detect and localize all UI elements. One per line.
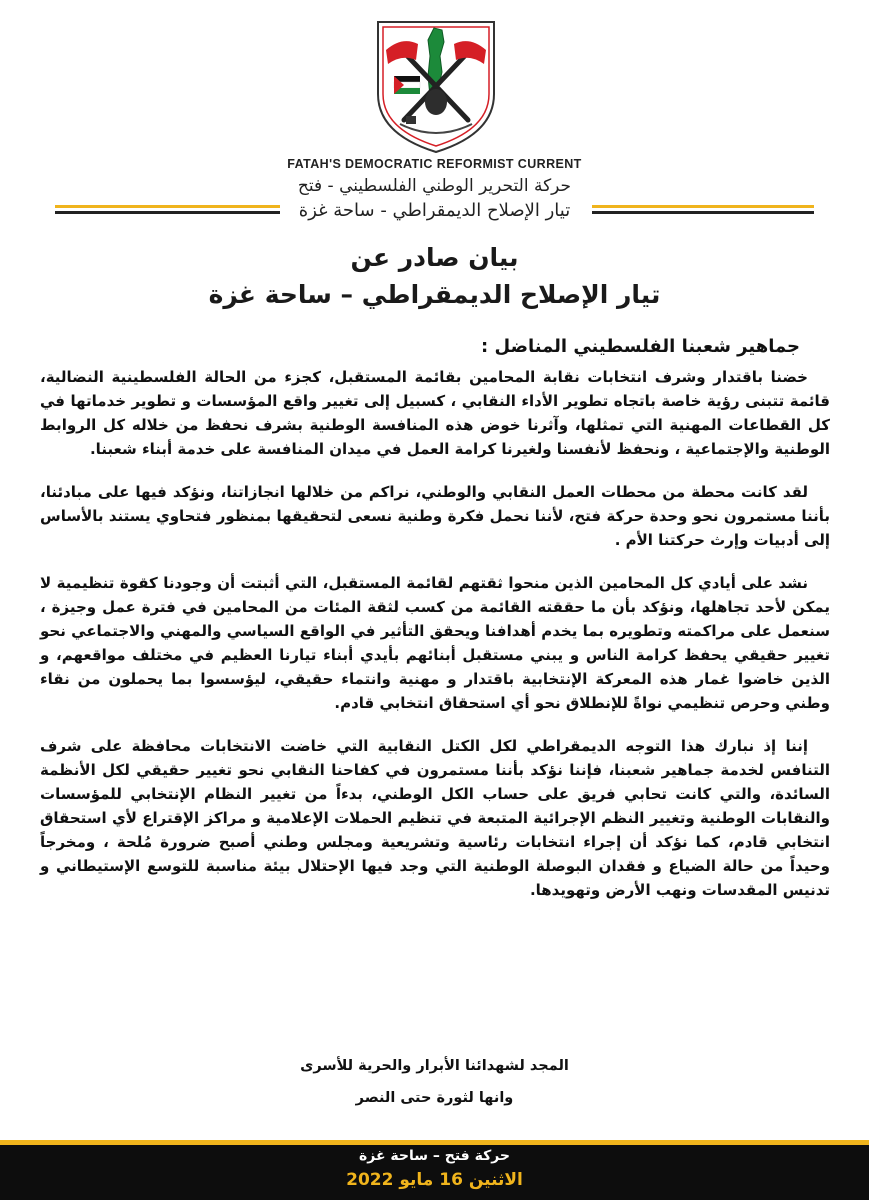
paragraph-3: نشد على أيادي كل المحامين الذين منحوا ثقتهم لقائمة المستقبل، التي أثبتت أن وجودنا كقوة تنظيمية لا يمكن لأحد تجاهلها، ونؤكد بأن ما حققته القائمة من كسب لثقة المئات من المحامين في فترة عمل وجيزة ، سنعمل على مراكمته وتطويره بما يخدم أهدافنا ويحقق التأثير في الواقع السياسي والمهني والاجتماعي نحو تغيير حقيقي يحفظ كرامة الناس و يبني مستقبل أبنائهم بأيدي أبناء تيارنا العظيم في مختلف مواقعهم، و الذين خاضوا غمار هذه المعركة الإنتخابية باقتدار و مهنية وانتماء حقيقي، ليؤسسوا بما يحملون من نقاء وطني وحرص تنظيمي نواةً للإنطلاق نحو أي استحقاق انتخابي قادم.	[40, 574, 830, 712]
footer-date: الاثنين 16 مايو 2022	[346, 1170, 523, 1190]
closing-lines	[0, 1050, 869, 1114]
paragraph-4: إننا إذ نبارك هذا التوجه الديمقراطي لكل الكتل النقابية التي خاضت الانتخابات محافظة على شرف التنافس لخدمة جماهير شعبنا، فإننا نؤكد بأننا مستمرون في كفاحنا النقابي نحو تغيير حقيقي لكل الأنظمة السائدة، والتي كانت تحابي فريق على حساب الكل الوطني، بدءاً من تغيير النظام الإنتخابي للمؤسسات والنقابات الوطنية وتغيير النظم الإجرائية المتبعة في تنظيم الحملات الإعلامية و مراكز الإقتراع لأي استحقاق انتخابي قادم، كما نؤكد أن إجراء انتخابات رئاسية وتشريعية ومجلس وطني أصبح ضرورة مُلحة ، ومخرجاً وحيداً من حالة الضياع و فقدان البوصلة الوطنية التي وجد فيها الإحتلال بيئة مناسبة للتوسع الإستيطاني و تدنيس المقدسات ونهب الأرض وتهويدها.	[40, 737, 830, 899]
statement-body	[40, 335, 830, 921]
organization-name-arabic: حركة التحرير الوطني الفلسطيني - فتح	[297, 176, 572, 196]
statement-subtitle: تيار الإصلاح الديمقراطي – ساحة غزة	[208, 280, 661, 309]
statement-title: بيان صادر عن	[350, 243, 519, 272]
closing-line-2: وانها لثورة حتى النصر	[355, 1090, 514, 1106]
branch-name: تيار الإصلاح الديمقراطي - ساحة غزة	[298, 200, 571, 221]
fatah-emblem-icon	[372, 16, 500, 156]
greeting: جماهير شعبنا الفلسطيني المناضل :	[481, 336, 800, 357]
closing-line-1: المجد لشهدائنا الأبرار والحرية للأسرى	[300, 1058, 569, 1074]
organization-name-english: FATAH'S DEMOCRATIC REFORMIST CURRENT	[287, 157, 582, 171]
footer-gold-stripe	[0, 1140, 869, 1145]
paragraph-1: خضنا باقتدار وشرف انتخابات نقابة المحامين بقائمة المستقبل، كجزء من الحالة الفلسطينية النضالية، قائمة تتبنى رؤية خاصة باتجاه تطوير الأداء النقابي ، كسبيل إلى تغيير واقع المؤسسات و تطوير خدماتها في كل القطاعات المهنية التي تمثلها، وآثرنا خوض هذه المنافسة الوطنية بشرف نحفظ من خلاله كل الروابط الوطنية والإجتماعية ، ونحفظ لأنفسنا ولغيرنا كرامة العمل في ميدان المنافسة على خدمة أبناء شعبنا.	[40, 368, 830, 458]
footer-movement: حركة فتح – ساحة غزة	[358, 1148, 511, 1164]
paragraph-2: لقد كانت محطة من محطات العمل النقابي والوطني، نراكم من خلالها انجازاتنا، ونؤكد فيها على مبادئنا، بأننا مستمرون نحو وحدة حركة فتح، لأننا نحمل فكرة وطنية نسعى لتحقيقها بمنظور فتحاوي يستند بالأساس إلى أدبيات وإرث حركتنا الأم .	[40, 483, 830, 549]
